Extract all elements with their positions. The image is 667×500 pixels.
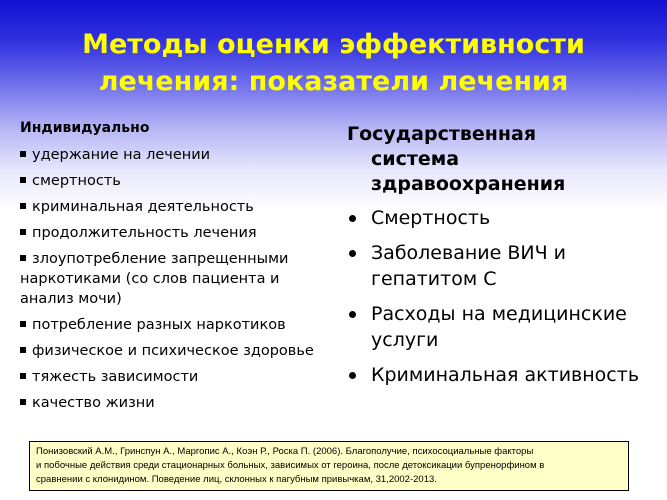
round-bullet-icon bbox=[349, 250, 356, 257]
individual-item-text: продолжительность лечения bbox=[32, 225, 257, 241]
square-bullet-icon bbox=[20, 321, 26, 327]
square-bullet-icon bbox=[20, 347, 26, 353]
public-health-heading-line-1: Государственная bbox=[347, 123, 537, 145]
square-bullet-icon bbox=[20, 229, 26, 235]
slide-title bbox=[0, 26, 667, 100]
public-health-heading bbox=[347, 122, 652, 197]
individual-item-text: тяжесть зависимости bbox=[32, 369, 199, 385]
individual-indicators bbox=[20, 117, 335, 419]
public-health-item-text: Криминальная активность bbox=[371, 364, 640, 386]
slide-title-line-1: Методы оценки эффективности bbox=[82, 29, 585, 60]
square-bullet-icon bbox=[20, 177, 26, 183]
reference-line-3: сравнении с клонидином. Поведение лиц, склонных к пагубным привычкам, 31,2002-2013. bbox=[36, 474, 437, 485]
individual-item-text: качество жизни bbox=[32, 395, 155, 411]
individual-item bbox=[20, 197, 335, 217]
individual-item bbox=[20, 249, 335, 309]
individual-item-text: злоупотребление запрещенными наркотиками (со слов пациента и анализ мочи) bbox=[20, 251, 289, 307]
public-health-item bbox=[347, 362, 652, 388]
public-health-indicators bbox=[347, 122, 652, 397]
square-bullet-icon bbox=[20, 255, 26, 261]
square-bullet-icon bbox=[20, 151, 26, 157]
individual-item-text: физическое и психическое здоровье bbox=[32, 343, 314, 359]
public-health-item-text: Заболевание ВИЧ и гепатитом С bbox=[371, 242, 567, 290]
individual-item-text: удержание на лечении bbox=[32, 147, 211, 163]
individual-item bbox=[20, 145, 335, 165]
individual-item-text: смертность bbox=[32, 173, 121, 189]
individual-item bbox=[20, 367, 335, 387]
round-bullet-icon bbox=[349, 215, 356, 222]
round-bullet-icon bbox=[349, 311, 356, 318]
slide-title-line-2: лечения: показатели лечения bbox=[98, 66, 569, 97]
round-bullet-icon bbox=[349, 372, 356, 379]
individual-item bbox=[20, 341, 335, 361]
public-health-item bbox=[347, 205, 652, 231]
public-health-item-text: Расходы на медицинские услуги bbox=[371, 303, 627, 351]
public-health-item bbox=[347, 240, 652, 292]
individual-item bbox=[20, 315, 335, 335]
individual-item-text: криминальная деятельность bbox=[32, 199, 254, 215]
reference-box bbox=[29, 441, 629, 491]
individual-item-text: потребление разных наркотиков bbox=[32, 317, 286, 333]
square-bullet-icon bbox=[20, 399, 26, 405]
reference-line-1: Понизовский А.М., Гринспун А., Маргопис А., Коэн Р., Роска П. (2006). Благополучие, психосоциальные факторы bbox=[36, 446, 534, 457]
public-health-item-text: Смертность bbox=[371, 207, 491, 229]
individual-heading: Индивидуально bbox=[20, 120, 150, 136]
public-health-heading-line-3: здравоохранения bbox=[371, 173, 566, 195]
public-health-heading-line-2: система bbox=[371, 148, 460, 170]
individual-item bbox=[20, 393, 335, 413]
individual-list bbox=[20, 145, 335, 413]
public-health-list bbox=[347, 205, 652, 388]
reference-line-2: и побочные действия среди стационарных больных, зависимых от героина, после детоксикации бупренорфином в bbox=[36, 460, 545, 471]
individual-item bbox=[20, 223, 335, 243]
square-bullet-icon bbox=[20, 203, 26, 209]
public-health-item bbox=[347, 301, 652, 353]
individual-item bbox=[20, 171, 335, 191]
square-bullet-icon bbox=[20, 373, 26, 379]
